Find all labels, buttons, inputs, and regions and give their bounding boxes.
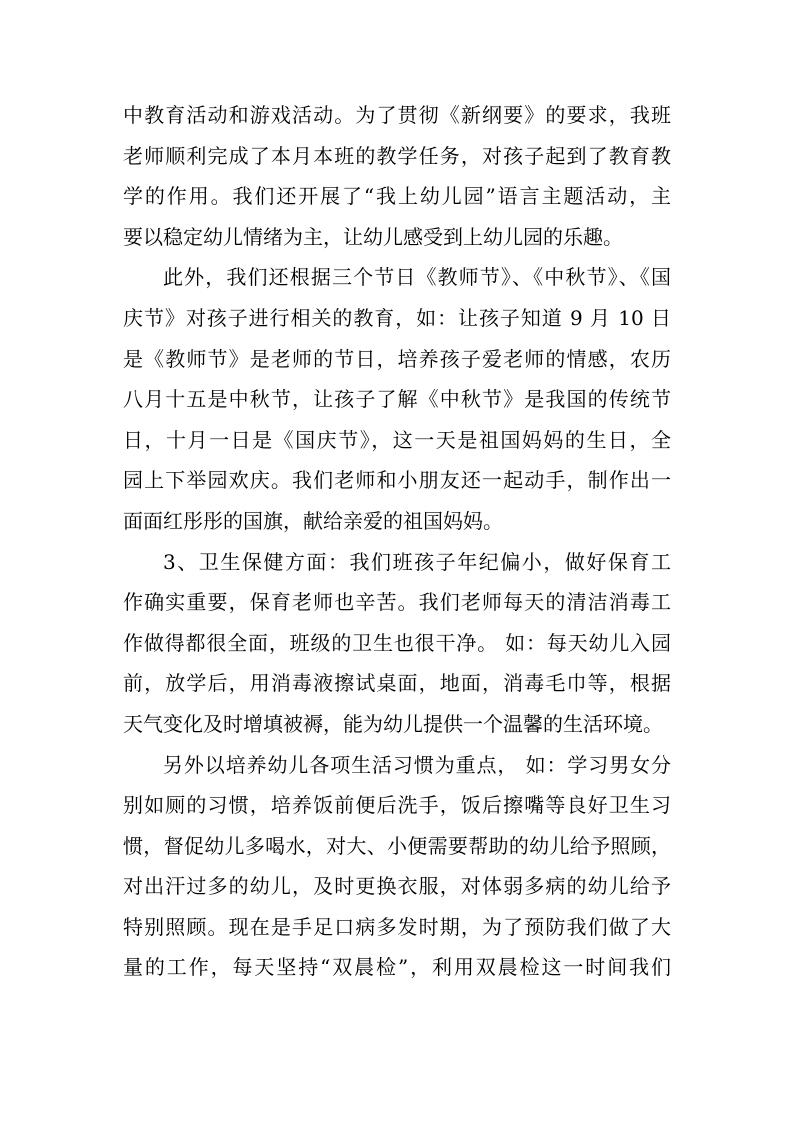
text-line: 别如厕的习惯，培养饭前便后洗手，饭后擦嘴等良好卫生习	[123, 793, 671, 818]
text-line: 面面红彤彤的国旗，献给亲爱的祖国妈妈。	[123, 508, 503, 533]
text-line: 八月十五是中秋节，让孩子了解《中秋节》是我国的传统节	[123, 387, 671, 412]
paragraph-4	[123, 745, 671, 989]
text-line: 对出汗过多的幼儿，及时更换衣服，对体弱多病的幼儿给予	[123, 874, 671, 899]
text-line: 日，十月一日是《国庆节》，这一天是祖国妈妈的生日，全	[123, 427, 671, 452]
text-line: 惯，督促幼儿多喝水，对大、小便需要帮助的幼儿给予照顾，	[123, 833, 671, 858]
text-line: 要以稳定幼儿情绪为主，让幼儿感受到上幼儿园的乐趣。	[123, 224, 623, 249]
text-line: 园上下举园欢庆。我们老师和小朋友还一起动手，制作出一	[123, 468, 671, 493]
text-line: 老师顺利完成了本月本班的教学任务，对孩子起到了教育教	[123, 143, 671, 168]
text-line: 另外以培养幼儿各项生活习惯为重点， 如：学习男女分	[163, 752, 671, 777]
paragraph-1	[123, 95, 671, 257]
text-line: 量的工作，每天坚持“双晨检”，利用双晨检这一时间我们	[123, 955, 671, 980]
text-line: 此外，我们还根据三个节日《教师节》、《中秋节》、《国	[163, 265, 671, 290]
text-line: 庆节》对孩子进行相关的教育，如：让孩子知道 9 月 10 日	[123, 305, 671, 330]
text-line: 作确实重要，保育老师也辛苦。我们老师每天的清洁消毒工	[123, 590, 671, 615]
text-line: 中教育活动和游戏活动。为了贯彻《新纲要》的要求，我班	[123, 103, 671, 127]
paragraph-3	[123, 542, 671, 745]
text-line: 是《教师节》是老师的节日，培养孩子爱老师的情感，农历	[123, 346, 671, 371]
text-line: 天气变化及时增填被褥，能为幼儿提供一个温馨的生活环境。	[123, 711, 663, 736]
text-line: 作做得都很全面，班级的卫生也很干净。 如：每天幼儿入园	[123, 630, 671, 655]
text-line: 前，放学后，用消毒液擦试桌面，地面，消毒毛巾等，根据	[123, 671, 671, 696]
text-line: 特别照顾。现在是手足口病多发时期，为了预防我们做了大	[123, 914, 671, 939]
text-line: 3、卫生保健方面：我们班孩子年纪偏小，做好保育工	[163, 549, 671, 574]
text-line: 学的作用。我们还开展了“我上幼儿园”语言主题活动，主	[123, 184, 671, 209]
body-text	[123, 95, 671, 988]
paragraph-2	[123, 257, 671, 541]
